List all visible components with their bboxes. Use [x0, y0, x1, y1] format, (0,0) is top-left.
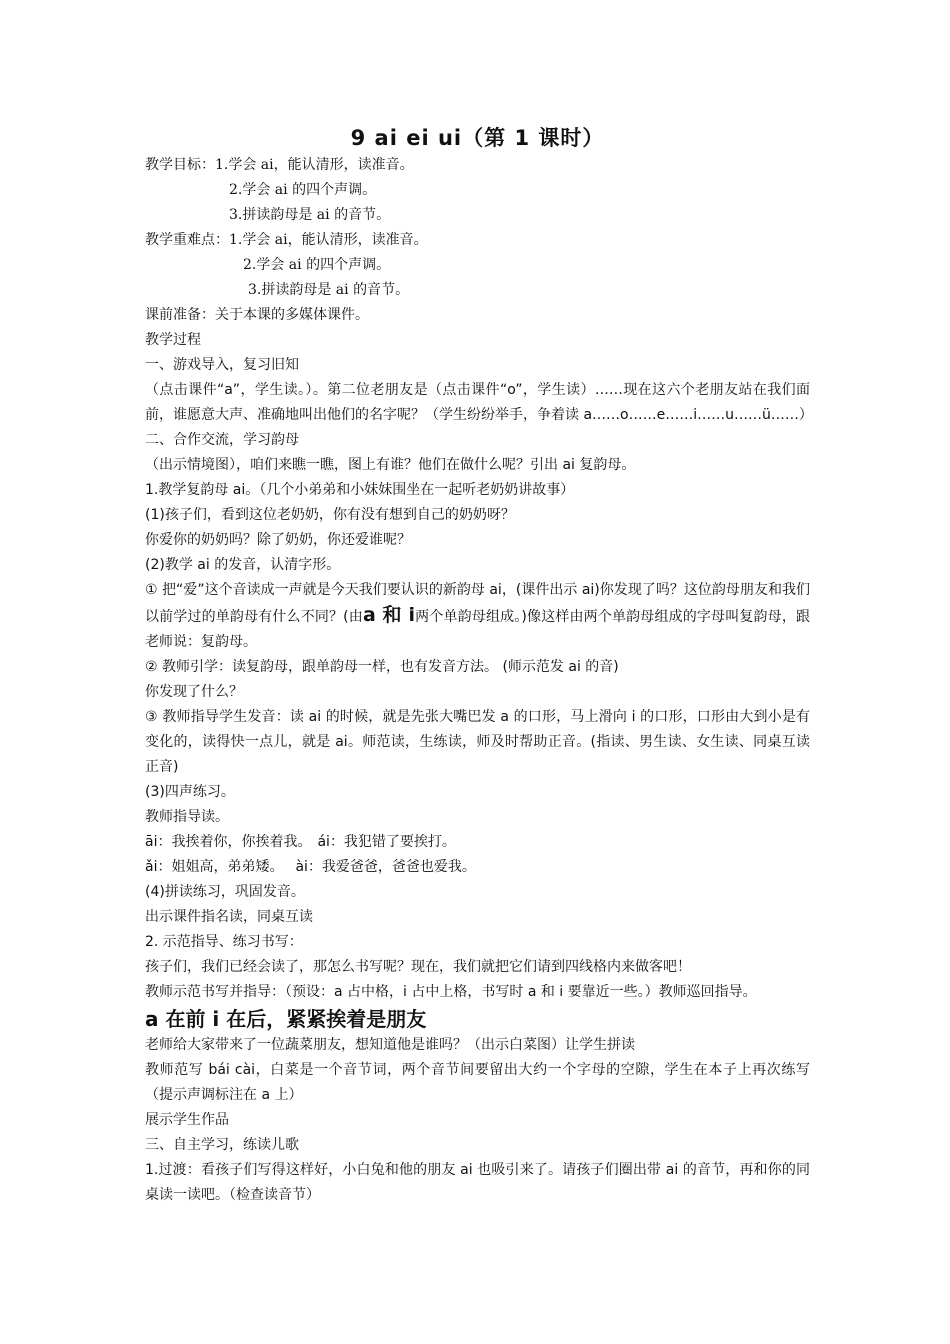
objectives-label: 教学目标：	[145, 157, 215, 173]
section-2-paragraph-2: 1.教学复韵母 ai。（几个小弟弟和小妹妹围坐在一起听老奶奶讲故事）	[145, 482, 575, 498]
key-point-line-2: 2.学会 ai 的四个声调。	[243, 257, 391, 273]
tone-line-2	[145, 855, 810, 880]
section-2-paragraph-9: ③ 教师指导学生发音：读 ai 的时候，就是先张大嘴巴发 a 的口形，马上滑向 i 的口形，口形由大到小是有变化的，读得快一点儿，就是 ai。师范读，生练读，师及时帮助正音。(指读、男生读、女生读、同桌互读正音)	[145, 709, 810, 775]
section-2-heading: 二、合作交流，学习韵母	[145, 432, 299, 448]
section-2-paragraph-16: 教师示范书写并指导：（预设：a 占中格，i 占中上格，书写时 a 和 i 要靠近一些。）教师巡回指导。	[145, 984, 757, 1000]
section-2-paragraph-14: 2. 示范指导、练习书写：	[145, 934, 303, 950]
section-2-paragraph-17: 老师给大家带来了一位蔬菜朋友，想知道他是谁吗？（出示白菜图）让学生拼读	[145, 1037, 635, 1053]
key-point-line-1	[145, 228, 810, 253]
paragraph-6-part-a: ① 把“爱”这个音读成一声就是今天我们要认识的新韵母 ai，(课件出示 ai)你发现了吗？这位韵母朋友和我们以前学过的单韵母有什么不同？(由	[145, 582, 810, 625]
section-1-paragraph: （点击课件“a”，学生读。）。第二位老朋友是（点击课件“o”，学生读）……现在这六个老朋友站在我们面前，谁愿意大声、准确地叫出他们的名字呢？（学生纷纷举手，争着读 a……o……e……i……u……ü……）	[145, 382, 813, 423]
objective-line-2: 2.学会 ai 的四个声调。	[229, 182, 377, 198]
section-2-paragraph-8: 你发现了什么？	[145, 684, 243, 700]
emphasis-a-and-i: a 和 i	[362, 604, 416, 626]
key-points-label: 教学重难点：	[145, 232, 229, 248]
section-2-paragraph-7: ② 教师引学：读复韵母，跟单韵母一样，也有发音方法。 (师示范发 ai 的音)	[145, 659, 619, 675]
section-2-paragraph-15: 孩子们，我们已经会读了，那怎么书写呢？现在，我们就把它们请到四线格内来做客吧！	[145, 959, 691, 975]
section-2-paragraph-1: （出示情境图），咱们来瞧一瞧，图上有谁？他们在做什么呢？引出 ai 复韵母。	[145, 457, 636, 473]
section-2-paragraph-5: (2)教学 ai 的发音，认清字形。	[145, 557, 341, 573]
section-2-paragraph-6	[145, 578, 810, 655]
objective-item-1: 1.学会 ai，能认清形，读准音。	[215, 157, 414, 173]
section-3-heading: 三、自主学习，练读儿歌	[145, 1137, 299, 1153]
process-heading: 教学过程	[145, 332, 201, 348]
objective-line-3: 3.拼读韵母是 ai 的音节。	[229, 207, 391, 223]
section-2-paragraph-12: (4)拼读练习，巩固发音。	[145, 884, 305, 900]
tone-line-1	[145, 830, 810, 855]
section-2-paragraph-10: (3)四声练习。	[145, 784, 235, 800]
objective-line-1	[145, 153, 810, 178]
section-2-paragraph-3: (1)孩子们，看到这位老奶奶，你有没有想到自己的奶奶呀？	[145, 507, 515, 523]
section-1-heading: 一、游戏导入，复习旧知	[145, 357, 299, 373]
tone-1: āi：我挨着你，你挨着我。	[145, 834, 312, 850]
key-point-line-3: 3.拼读韵母是 ai 的音节。	[248, 282, 410, 298]
section-2-paragraph-13: 出示课件指名读，同桌互读	[145, 909, 313, 925]
tone-4: ài：我爱爸爸，爸爸也爱我。	[295, 859, 476, 875]
document-page	[145, 125, 813, 1208]
section-3-paragraph-1: 1.过渡：看孩子们写得这样好，小白兔和他的朋友 ai 也吸引来了。请孩子们圈出带 ai 的音节，再和你的同桌读一读吧。（检查读音节）	[145, 1162, 810, 1203]
paragraph-6-part-c: 两个单韵母组成。)像这样由两个单韵母组成的字母叫复韵母，跟老师说：复韵母。	[145, 609, 810, 650]
writing-rhyme: a 在前 i 在后，紧紧挨着是朋友	[145, 1007, 427, 1031]
key-point-item-1: 1.学会 ai，能认清形，读准音。	[229, 232, 428, 248]
preparation-line: 课前准备：关于本课的多媒体课件。	[145, 307, 369, 323]
section-2-paragraph-19: 展示学生作品	[145, 1112, 229, 1128]
section-2-paragraph-18: 教师范写 bái cài，白菜是一个音节词，两个音节间要留出大约一个字母的空隙，学生在本子上再次练写（提示声调标注在 a 上）	[145, 1062, 810, 1103]
section-2-paragraph-11: 教师指导读。	[145, 809, 229, 825]
section-2-paragraph-4: 你爱你的奶奶吗？除了奶奶，你还爱谁呢？	[145, 532, 411, 548]
page-title: 9 ai ei ui（第 1 课时）	[350, 126, 605, 150]
tone-2: ái：我犯错了要挨打。	[317, 834, 456, 850]
tone-3: ǎi：姐姐高，弟弟矮。	[145, 859, 284, 875]
